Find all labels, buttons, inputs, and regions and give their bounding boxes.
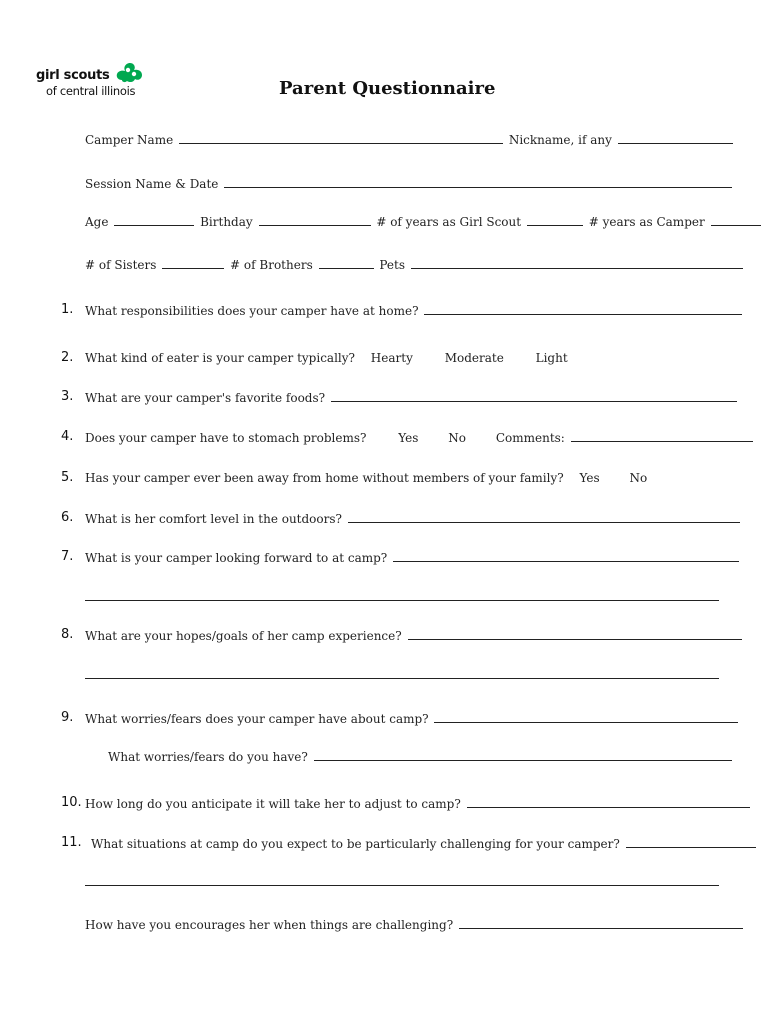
q11-sub-text: How have you encourages her when things are challenging? bbox=[85, 918, 454, 932]
q11-sub-row bbox=[85, 917, 745, 932]
q2-row bbox=[85, 351, 568, 365]
q3-answer-field[interactable] bbox=[331, 390, 737, 402]
q5-option-yes[interactable]: Yes bbox=[579, 471, 600, 485]
q11-number: 11. bbox=[61, 835, 82, 850]
siblings-row bbox=[85, 257, 745, 272]
birthday-field[interactable] bbox=[259, 214, 371, 226]
birthday-label: Birthday bbox=[200, 215, 253, 229]
nickname-label: Nickname, if any bbox=[508, 133, 612, 147]
q9-answer-field[interactable] bbox=[434, 711, 738, 723]
q1-text: What responsibilities does your camper have at home? bbox=[85, 304, 419, 318]
q7-row bbox=[85, 550, 741, 565]
q5-row bbox=[85, 471, 647, 485]
camper-name-field[interactable] bbox=[179, 132, 503, 144]
q8-row bbox=[85, 628, 744, 643]
q8-number: 8. bbox=[61, 627, 74, 642]
age-row bbox=[85, 214, 763, 229]
q1-answer-field[interactable] bbox=[424, 303, 742, 315]
q8-answer-line-2[interactable] bbox=[85, 678, 719, 679]
years-girl-scout-field[interactable] bbox=[527, 214, 583, 226]
session-row bbox=[85, 176, 734, 191]
sisters-label: # of Sisters bbox=[85, 258, 157, 272]
pets-field[interactable] bbox=[411, 257, 743, 269]
q7-number: 7. bbox=[61, 549, 74, 564]
q3-text: What are your camper's favorite foods? bbox=[85, 391, 326, 405]
q5-text: Has your camper ever been away from home without members of your family? bbox=[85, 471, 564, 485]
q8-text: What are your hopes/goals of her camp experience? bbox=[85, 629, 402, 643]
q2-number: 2. bbox=[61, 350, 74, 365]
q4-option-no[interactable]: No bbox=[448, 431, 466, 445]
q2-option-light[interactable]: Light bbox=[535, 351, 568, 365]
q2-text: What kind of eater is your camper typically? bbox=[85, 351, 355, 365]
q10-answer-field[interactable] bbox=[467, 796, 750, 808]
q6-text: What is her comfort level in the outdoors? bbox=[85, 512, 342, 526]
age-label: Age bbox=[85, 215, 109, 229]
q4-comments-label: Comments: bbox=[495, 431, 565, 445]
q9-text: What worries/fears does your camper have about camp? bbox=[85, 712, 429, 726]
q3-row bbox=[85, 390, 739, 405]
camper-name-label: Camper Name bbox=[85, 133, 174, 147]
q8-answer-field[interactable] bbox=[408, 628, 742, 640]
q1-row bbox=[85, 303, 744, 318]
camper-name-row bbox=[85, 132, 735, 147]
q11-text: What situations at camp do you expect to be particularly challenging for your camper? bbox=[91, 837, 620, 851]
q6-number: 6. bbox=[61, 510, 74, 525]
q11-sub-answer-field[interactable] bbox=[459, 917, 743, 929]
q5-option-no[interactable]: No bbox=[629, 471, 648, 485]
q11-row bbox=[91, 836, 758, 851]
session-field[interactable] bbox=[224, 176, 732, 188]
q9-sub-text: What worries/fears do you have? bbox=[108, 750, 308, 764]
q2-option-moderate[interactable]: Moderate bbox=[444, 351, 504, 365]
q9-sub-answer-field[interactable] bbox=[314, 749, 732, 761]
q4-comments-field[interactable] bbox=[571, 430, 753, 442]
girl-scouts-logo bbox=[36, 58, 136, 102]
q9-sub-row bbox=[108, 749, 734, 764]
nickname-field[interactable] bbox=[618, 132, 733, 144]
logo-line-2: of central illinois bbox=[46, 84, 136, 98]
q7-answer-field[interactable] bbox=[393, 550, 739, 562]
q6-row bbox=[85, 511, 742, 526]
years-camper-label: # years as Camper bbox=[588, 215, 705, 229]
years-camper-field[interactable] bbox=[711, 214, 761, 226]
page-title: Parent Questionnaire bbox=[279, 78, 496, 99]
sisters-field[interactable] bbox=[162, 257, 224, 269]
logo-line-1: girl scouts bbox=[36, 68, 110, 83]
brothers-label: # of Brothers bbox=[230, 258, 313, 272]
q10-text: How long do you anticipate it will take her to adjust to camp? bbox=[85, 797, 461, 811]
q4-number: 4. bbox=[61, 429, 74, 444]
q9-row bbox=[85, 711, 740, 726]
q4-option-yes[interactable]: Yes bbox=[398, 431, 419, 445]
q10-number: 10. bbox=[61, 795, 82, 810]
q9-number: 9. bbox=[61, 710, 74, 725]
q11-answer-field[interactable] bbox=[626, 836, 756, 848]
pets-label: Pets bbox=[379, 258, 406, 272]
age-field[interactable] bbox=[114, 214, 194, 226]
q2-option-hearty[interactable]: Hearty bbox=[370, 351, 413, 365]
q1-number: 1. bbox=[61, 302, 74, 317]
q6-answer-field[interactable] bbox=[348, 511, 740, 523]
session-label: Session Name & Date bbox=[85, 177, 219, 191]
q10-row bbox=[85, 796, 752, 811]
q5-number: 5. bbox=[61, 470, 74, 485]
q4-text: Does your camper have to stomach problems? bbox=[85, 431, 367, 445]
q7-text: What is your camper looking forward to at camp? bbox=[85, 551, 388, 565]
q3-number: 3. bbox=[61, 389, 74, 404]
q4-row bbox=[85, 430, 755, 445]
q7-answer-line-2[interactable] bbox=[85, 600, 719, 601]
years-girl-scout-label: # of years as Girl Scout bbox=[376, 215, 522, 229]
brothers-field[interactable] bbox=[319, 257, 374, 269]
q11-answer-line-2[interactable] bbox=[85, 885, 719, 886]
